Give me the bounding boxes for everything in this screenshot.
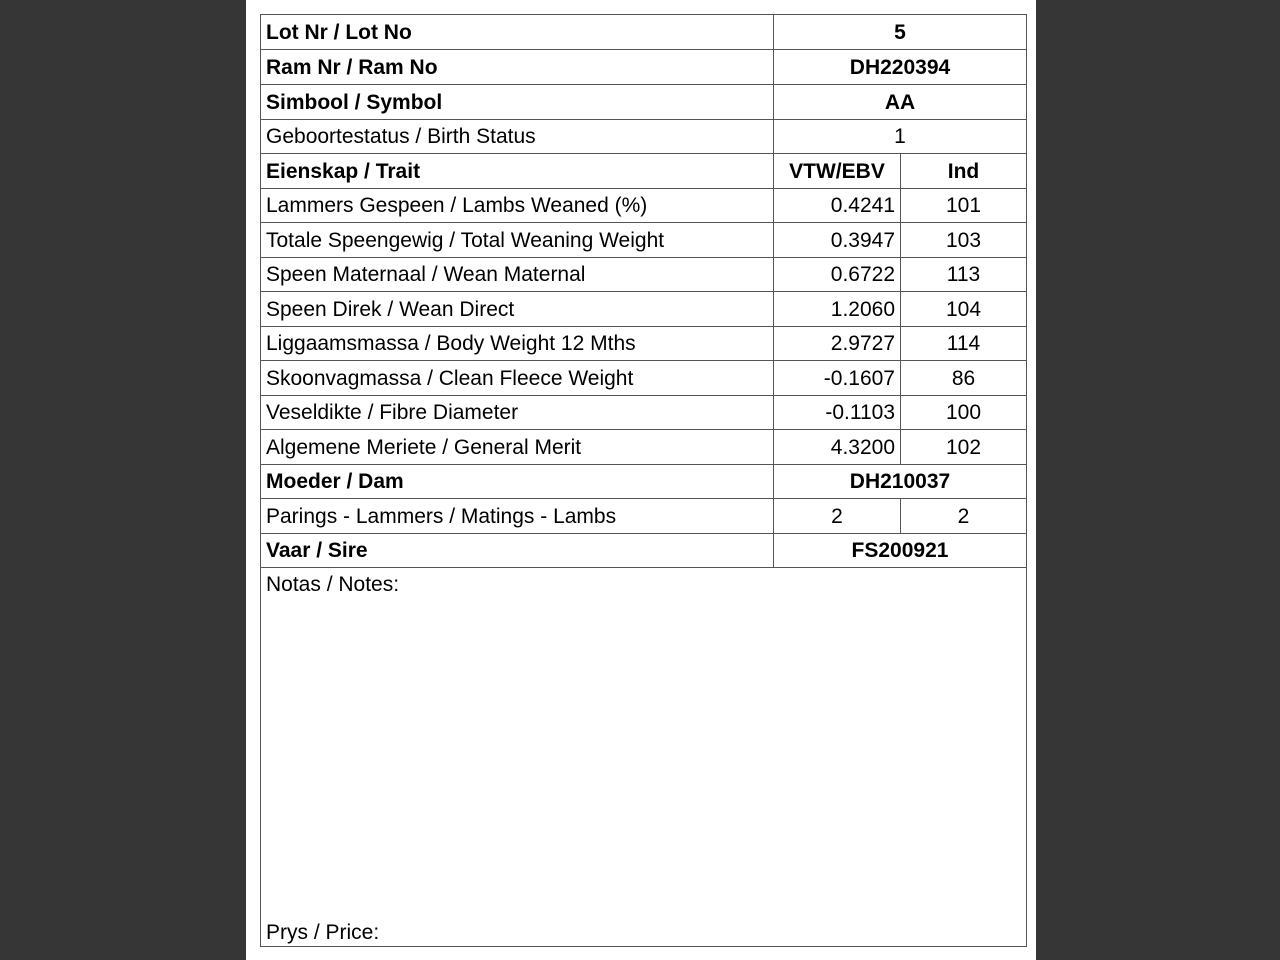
trait-ebv: 0.3947 (830, 229, 895, 252)
dam-value: DH210037 (849, 470, 951, 493)
trait-label: Liggaamsmassa / Body Weight 12 Mths (266, 332, 636, 355)
lot-value: 5 (894, 21, 906, 44)
trait-row (261, 257, 1026, 292)
matings-row (261, 499, 1026, 534)
lot-label: Lot Nr / Lot No (266, 21, 412, 44)
trait-row (261, 326, 1026, 361)
trait-ind: 103 (945, 229, 982, 252)
ebv-header: VTW/EBV (789, 160, 885, 183)
ram-label: Ram Nr / Ram No (266, 56, 438, 79)
trait-label: Algemene Meriete / General Merit (266, 436, 582, 459)
trait-ebv: 4.3200 (830, 436, 895, 459)
ram-row (261, 50, 1026, 85)
trait-ind: 113 (946, 263, 981, 286)
symbol-label: Simbool / Symbol (266, 91, 443, 114)
trait-row (261, 395, 1026, 430)
trait-ind: 102 (945, 436, 982, 459)
birth-status-value: 1 (894, 125, 906, 148)
dam-row (261, 464, 1026, 499)
birth-status-row (261, 119, 1026, 154)
trait-ebv: 1.2060 (830, 298, 895, 321)
trait-row (261, 430, 1026, 465)
trait-row (261, 361, 1026, 396)
trait-label: Skoonvagmassa / Clean Fleece Weight (266, 367, 634, 390)
trait-ebv: -0.1103 (825, 401, 895, 424)
traits-header-label: Eienskap / Trait (266, 160, 421, 183)
trait-ind: 100 (945, 401, 982, 424)
traits-header-row (261, 154, 1026, 189)
trait-ebv: 0.4241 (830, 194, 895, 217)
lot-row (261, 15, 1026, 50)
sire-row (261, 533, 1026, 568)
sire-value: FS200921 (851, 539, 949, 562)
matings-label: Parings - Lammers / Matings - Lambs (266, 505, 617, 528)
trait-label: Veseldikte / Fibre Diameter (266, 401, 519, 424)
trait-ebv: 2.9727 (830, 332, 895, 355)
trait-ebv: -0.1607 (823, 367, 895, 390)
notes-label: Notas / Notes: (266, 573, 400, 596)
lambs-count: 2 (957, 505, 970, 528)
trait-label: Speen Maternaal / Wean Maternal (266, 263, 586, 286)
trait-label: Speen Direk / Wean Direct (266, 298, 515, 321)
lot-card-table (260, 14, 1027, 947)
dam-label: Moeder / Dam (266, 470, 404, 493)
symbol-row (261, 85, 1026, 120)
trait-label: Lammers Gespeen / Lambs Weaned (%) (266, 194, 648, 217)
trait-ind: 86 (951, 367, 976, 390)
birth-status-label: Geboortestatus / Birth Status (266, 125, 536, 148)
trait-label: Totale Speengewig / Total Weaning Weight (266, 229, 665, 252)
trait-ind: 101 (945, 194, 982, 217)
trait-row (261, 223, 1026, 258)
notes-area (261, 568, 1026, 946)
trait-row (261, 292, 1026, 327)
ind-header: Ind (947, 160, 980, 183)
trait-ebv: 0.6722 (830, 263, 895, 286)
symbol-value: AA (884, 91, 916, 114)
trait-ind: 114 (946, 332, 981, 355)
sire-label: Vaar / Sire (266, 539, 368, 562)
lot-card-page (246, 0, 1036, 960)
ram-value: DH220394 (849, 56, 951, 79)
matings-count: 2 (831, 505, 843, 528)
trait-row (261, 188, 1026, 223)
price-label: Prys / Price: (266, 921, 380, 944)
trait-ind: 104 (945, 298, 982, 321)
